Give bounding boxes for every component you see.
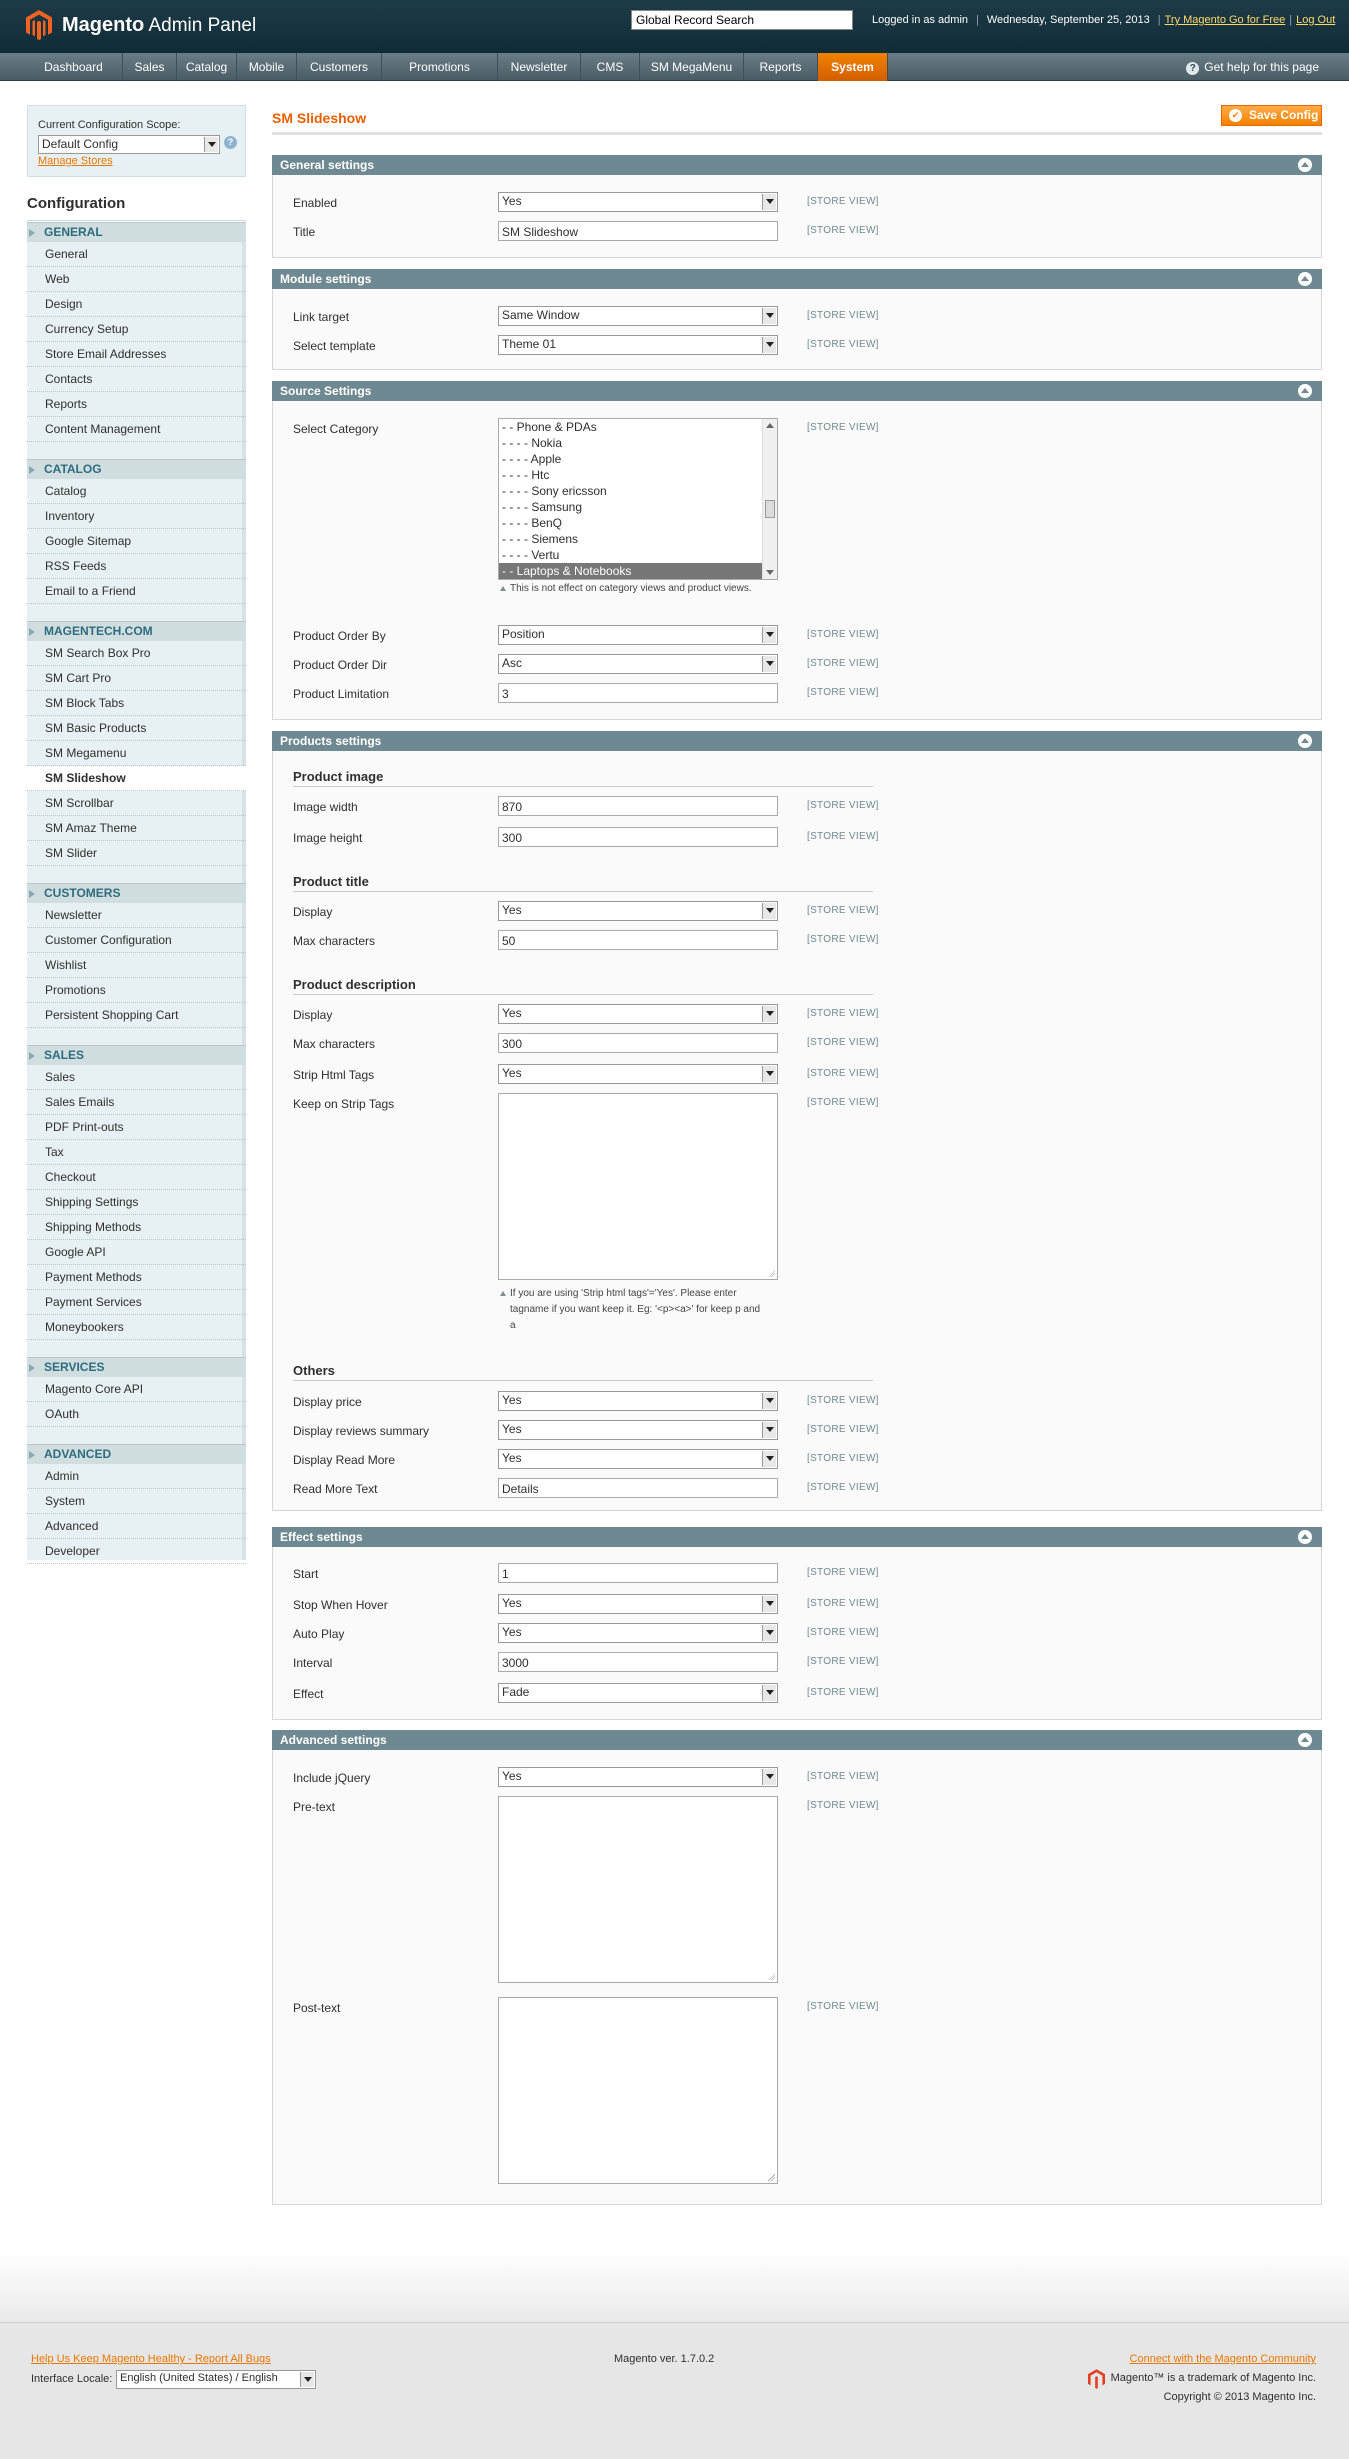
enabled-label: Enabled [293, 196, 338, 210]
sidebar-item-google-sitemap[interactable]: Google Sitemap [27, 529, 246, 554]
sidebar-group-general[interactable]: GENERAL [27, 222, 246, 242]
auto-play-select[interactable]: Yes [498, 1623, 778, 1643]
collapse-icon[interactable] [1298, 158, 1312, 172]
sidebar-item-general[interactable]: General [27, 242, 246, 267]
section-general [272, 175, 1322, 258]
section-advanced-header[interactable]: Advanced settings [272, 1730, 1322, 1750]
sidebar-item-wishlist[interactable]: Wishlist [27, 953, 246, 978]
scope-tag: [STORE VIEW] [807, 1656, 879, 1667]
scroll-up-icon[interactable] [766, 423, 774, 428]
nav-reports[interactable]: Reports [744, 53, 818, 81]
link-target-select[interactable]: Same Window [498, 306, 778, 326]
order-dir-select[interactable]: Asc [498, 654, 778, 674]
category-option[interactable]: - - - - Nokia [502, 436, 562, 450]
copyright-text: Copyright © 2013 Magento Inc. [1163, 2391, 1316, 2403]
scope-tag: [STORE VIEW] [807, 1068, 879, 1079]
section-module-header[interactable]: Module settings [272, 269, 1322, 289]
desc-max-label: Max characters [293, 1037, 376, 1051]
sidebar-item-system[interactable]: System [27, 1489, 246, 1514]
sidebar-item-tax[interactable]: Tax [27, 1140, 246, 1165]
chevron-down-icon [762, 1625, 776, 1641]
sidebar-item-reports[interactable]: Reports [27, 392, 246, 417]
locale-label: Interface Locale: [31, 2373, 113, 2385]
sidebar-item-sm-basic-products[interactable]: SM Basic Products [27, 716, 246, 741]
start-label: Start [293, 1567, 319, 1581]
sidebar-item-shipping-settings[interactable]: Shipping Settings [27, 1190, 246, 1215]
section-general-header[interactable]: General settings [272, 155, 1322, 175]
locale-select[interactable]: English (United States) / English [116, 2370, 316, 2389]
sidebar-item-sm-megamenu[interactable]: SM Megamenu [27, 741, 246, 766]
logout-link[interactable]: Log Out [1296, 14, 1336, 26]
sidebar-item-developer[interactable]: Developer [27, 1539, 246, 1564]
scope-tag: [STORE VIEW] [807, 1687, 879, 1698]
post-text-label: Post-text [293, 2001, 341, 2015]
main-nav [0, 53, 1349, 81]
logged-in-text: Logged in as admin [872, 14, 969, 26]
section-module [272, 289, 1322, 370]
magento-logo-icon [1088, 2369, 1105, 2389]
section-source [272, 401, 1322, 720]
order-by-label: Product Order By [293, 629, 386, 643]
link-target-label: Link target [293, 310, 350, 324]
chevron-down-icon [762, 337, 776, 353]
sidebar-item-promotions[interactable]: Promotions [27, 978, 246, 1003]
scope-tag: [STORE VIEW] [807, 1008, 879, 1019]
scope-tag: [STORE VIEW] [807, 1627, 879, 1638]
nav-newsletter[interactable]: Newsletter [498, 53, 581, 81]
category-option[interactable]: - - - - Samsung [502, 500, 583, 514]
scope-tag: [STORE VIEW] [807, 1424, 879, 1435]
sidebar-item-payment-services[interactable]: Payment Services [27, 1290, 246, 1315]
scope-tag: [STORE VIEW] [807, 905, 879, 916]
title-max-label: Max characters [293, 934, 376, 948]
community-link[interactable]: Connect with the Magento Community [1129, 2353, 1316, 2365]
page-title: SM Slideshow [272, 110, 367, 126]
magento-logo-icon[interactable] [26, 10, 52, 40]
sidebar-group-services[interactable]: SERVICES [27, 1357, 246, 1377]
sidebar-item-moneybookers[interactable]: Moneybookers [27, 1315, 246, 1340]
keep-tags-note: If you are using 'Strip html tags'='Yes'. Please enter tagname if you want keep it. Eg: '<p><a>' for keep p and a [498, 1286, 763, 1334]
sidebar-item-catalog[interactable]: Catalog [27, 479, 246, 504]
scope-tag: [STORE VIEW] [807, 2001, 879, 2012]
sidebar-item-store-email-addresses[interactable]: Store Email Addresses [27, 342, 246, 367]
collapse-icon[interactable] [1298, 384, 1312, 398]
desc-display-select[interactable]: Yes [498, 1004, 778, 1024]
auto-play-label: Auto Play [293, 1627, 345, 1641]
read-more-label: Display Read More [293, 1453, 396, 1467]
image-height-label: Image height [293, 831, 363, 845]
scope-tag: [STORE VIEW] [807, 934, 879, 945]
section-effect [272, 1547, 1322, 1720]
category-option[interactable]: - - - - Vertu [502, 548, 560, 562]
title-input[interactable]: SM Slideshow [498, 221, 778, 241]
sidebar-item-web[interactable]: Web [27, 267, 246, 292]
scope-tag: [STORE VIEW] [807, 1482, 879, 1493]
collapse-icon[interactable] [1298, 272, 1312, 286]
check-icon: ✔ [1229, 109, 1242, 122]
sidebar-item-shipping-methods[interactable]: Shipping Methods [27, 1215, 246, 1240]
sidebar-item-design[interactable]: Design [27, 292, 246, 317]
category-multiselect[interactable] [498, 418, 778, 580]
order-by-select[interactable]: Position [498, 625, 778, 645]
title-max-input[interactable]: 50 [498, 930, 778, 950]
display-price-label: Display price [293, 1395, 362, 1409]
category-option[interactable]: - - - - Sony ericsson [502, 484, 607, 498]
nav-catalog[interactable]: Catalog [177, 53, 237, 81]
scope-tag: [STORE VIEW] [807, 1800, 879, 1811]
scope-tag: [STORE VIEW] [807, 310, 879, 321]
interval-input[interactable]: 3000 [498, 1652, 778, 1672]
scope-tag: [STORE VIEW] [807, 225, 879, 236]
interval-label: Interval [293, 1656, 333, 1670]
info-icon[interactable]: ? [224, 136, 237, 149]
category-option-selected[interactable]: - - Laptops & Notebooks [499, 563, 777, 579]
scroll-thumb[interactable] [765, 500, 775, 518]
header-links: Logged in as admin | Wednesday, September 25, 2013 | Try Magento Go for Free | Log Out [872, 14, 1336, 26]
product-image-heading: Product image [293, 769, 873, 787]
config-sidebar [27, 222, 246, 1560]
section-products [272, 751, 1322, 1511]
trademark-text: Magento™ is a trademark of Magento Inc. [1110, 2372, 1316, 2384]
chevron-down-icon [762, 194, 776, 210]
sidebar-item-oauth[interactable]: OAuth [27, 1402, 246, 1427]
enabled-select[interactable]: Yes [498, 192, 778, 212]
order-dir-label: Product Order Dir [293, 658, 388, 672]
help-icon: ? [1186, 62, 1199, 75]
nav-promotions[interactable]: Promotions [382, 53, 498, 81]
image-width-input[interactable]: 870 [498, 796, 778, 816]
category-option[interactable]: - - - - BenQ [502, 516, 563, 530]
sidebar-item-rss-feeds[interactable]: RSS Feeds [27, 554, 246, 579]
category-option[interactable]: - - - - Htc [502, 468, 550, 482]
scope-tag: [STORE VIEW] [807, 1771, 879, 1782]
sidebar-item-sm-scrollbar[interactable]: SM Scrollbar [27, 791, 246, 816]
collapse-icon[interactable] [1298, 1733, 1312, 1747]
scrollbar[interactable] [762, 419, 777, 579]
footer [0, 2322, 1349, 2459]
nav-cms[interactable]: CMS [581, 53, 640, 81]
desc-display-label: Display [293, 1008, 333, 1022]
limit-input[interactable]: 3 [498, 683, 778, 703]
template-select[interactable]: Theme 01 [498, 335, 778, 355]
keep-tags-textarea[interactable] [498, 1093, 778, 1280]
sidebar-item-sm-cart-pro[interactable]: SM Cart Pro [27, 666, 246, 691]
scope-tag: [STORE VIEW] [807, 1567, 879, 1578]
chevron-down-icon [762, 1596, 776, 1612]
include-jquery-select[interactable]: Yes [498, 1767, 778, 1787]
scope-tag: [STORE VIEW] [807, 1097, 879, 1108]
scope-tag: [STORE VIEW] [807, 1395, 879, 1406]
scope-switcher [27, 105, 246, 177]
reviews-select[interactable]: Yes [498, 1420, 778, 1440]
sidebar-item-sm-amaz-theme[interactable]: SM Amaz Theme [27, 816, 246, 841]
sidebar-group-catalog[interactable]: CATALOG [27, 459, 246, 479]
scope-label: Current Configuration Scope: [38, 119, 181, 131]
sidebar-group-advanced[interactable]: ADVANCED [27, 1444, 246, 1464]
help-link[interactable]: ? Get help for this page [1186, 60, 1319, 75]
nav-sales[interactable]: Sales [123, 53, 177, 81]
chevron-down-icon [762, 1422, 776, 1438]
scope-tag: [STORE VIEW] [807, 800, 879, 811]
scroll-down-icon[interactable] [766, 570, 774, 575]
global-search-input[interactable] [631, 10, 853, 30]
sidebar-item-content-management[interactable]: Content Management [27, 417, 246, 442]
chevron-down-icon [204, 137, 218, 152]
sidebar-item-persistent-shopping-cart[interactable]: Persistent Shopping Cart [27, 1003, 246, 1028]
scope-tag: [STORE VIEW] [807, 339, 879, 350]
chevron-down-icon [762, 308, 776, 324]
pre-text-textarea[interactable] [498, 1796, 778, 1983]
sidebar-item-newsletter[interactable]: Newsletter [27, 903, 246, 928]
scope-tag: [STORE VIEW] [807, 629, 879, 640]
sidebar-item-admin[interactable]: Admin [27, 1464, 246, 1489]
display-price-select[interactable]: Yes [498, 1391, 778, 1411]
config-title: Configuration [27, 183, 246, 221]
image-width-label: Image width [293, 800, 358, 814]
nav-sm-megamenu[interactable]: SM MegaMenu [640, 53, 744, 81]
scope-select[interactable]: Default Config [38, 135, 220, 154]
category-label: Select Category [293, 422, 379, 436]
sidebar-item-google-api[interactable]: Google API [27, 1240, 246, 1265]
chevron-down-icon [300, 2372, 314, 2387]
title-divider [272, 132, 1322, 135]
category-note: This is not effect on category views and product views. [498, 581, 758, 597]
strip-tags-label: Strip Html Tags [293, 1068, 375, 1082]
sidebar-item-currency-setup[interactable]: Currency Setup [27, 317, 246, 342]
scope-tag: [STORE VIEW] [807, 1598, 879, 1609]
brand-title: Magento Admin Panel [62, 14, 257, 36]
section-products-header[interactable]: Products settings [272, 731, 1322, 751]
product-description-heading: Product description [293, 977, 873, 995]
sidebar-item-checkout[interactable]: Checkout [27, 1165, 246, 1190]
chevron-down-icon [762, 1066, 776, 1082]
effect-label: Effect [293, 1687, 324, 1701]
header [0, 0, 1349, 53]
pre-text-label: Pre-text [293, 1800, 336, 1814]
title-display-select[interactable]: Yes [498, 901, 778, 921]
scope-tag: [STORE VIEW] [807, 687, 879, 698]
nav-mobile[interactable]: Mobile [237, 53, 297, 81]
chevron-down-icon [762, 1006, 776, 1022]
chevron-down-icon [762, 627, 776, 643]
others-heading: Others [293, 1363, 873, 1381]
sidebar-item-customer-configuration[interactable]: Customer Configuration [27, 928, 246, 953]
read-more-text-label: Read More Text [293, 1482, 378, 1496]
sidebar-item-sm-slideshow[interactable]: SM Slideshow [27, 766, 246, 791]
scope-tag: [STORE VIEW] [807, 422, 879, 433]
sidebar-item-magento-core-api[interactable]: Magento Core API [27, 1377, 246, 1402]
sidebar-item-sales[interactable]: Sales [27, 1065, 246, 1090]
category-option[interactable]: - - - - Siemens [502, 532, 579, 546]
title-display-label: Display [293, 905, 333, 919]
section-source-header[interactable]: Source Settings [272, 381, 1322, 401]
chevron-down-icon [762, 1451, 776, 1467]
nav-system[interactable]: System [818, 53, 888, 81]
scope-tag: [STORE VIEW] [807, 196, 879, 207]
footer-gradient [0, 2252, 1349, 2322]
sidebar-group-sales[interactable]: SALES [27, 1045, 246, 1065]
sidebar-item-inventory[interactable]: Inventory [27, 504, 246, 529]
version-text: Magento ver. 1.7.0.2 [614, 2353, 715, 2365]
chevron-down-icon [762, 1769, 776, 1785]
chevron-down-icon [762, 656, 776, 672]
manage-stores-link[interactable]: Manage Stores [38, 155, 113, 167]
collapse-icon[interactable] [1298, 1530, 1312, 1544]
start-input[interactable]: 1 [498, 1563, 778, 1583]
sidebar-item-email-to-a-friend[interactable]: Email to a Friend [27, 579, 246, 604]
sidebar-item-sales-emails[interactable]: Sales Emails [27, 1090, 246, 1115]
collapse-icon[interactable] [1298, 734, 1312, 748]
sidebar-group-customers[interactable]: CUSTOMERS [27, 883, 246, 903]
sidebar-item-advanced[interactable]: Advanced [27, 1514, 246, 1539]
section-effect-header[interactable]: Effect settings [272, 1527, 1322, 1547]
chevron-down-icon [762, 1685, 776, 1701]
category-option[interactable]: - - Phone & PDAs [502, 420, 597, 434]
save-config-button[interactable]: ✔ Save Config [1221, 105, 1322, 126]
try-magento-go-link[interactable]: Try Magento Go for Free [1164, 14, 1286, 26]
chevron-down-icon [762, 903, 776, 919]
nav-dashboard[interactable]: Dashboard [25, 53, 123, 81]
chevron-down-icon [762, 1393, 776, 1409]
strip-tags-select[interactable]: Yes [498, 1064, 778, 1084]
read-more-text-input[interactable]: Details [498, 1478, 778, 1498]
read-more-select[interactable]: Yes [498, 1449, 778, 1469]
title-label: Title [293, 225, 316, 239]
scope-tag: [STORE VIEW] [807, 1037, 879, 1048]
sidebar-item-pdf-print-outs[interactable]: PDF Print-outs [27, 1115, 246, 1140]
section-advanced [272, 1750, 1322, 2205]
header-date: Wednesday, September 25, 2013 [986, 14, 1150, 26]
post-text-textarea[interactable] [498, 1997, 778, 2184]
desc-max-input[interactable]: 300 [498, 1033, 778, 1053]
scope-tag: [STORE VIEW] [807, 1453, 879, 1464]
include-jquery-label: Include jQuery [293, 1771, 371, 1785]
stop-hover-select[interactable]: Yes [498, 1594, 778, 1614]
scope-tag: [STORE VIEW] [807, 831, 879, 842]
scope-tag: [STORE VIEW] [807, 658, 879, 669]
sidebar-item-sm-slider[interactable]: SM Slider [27, 841, 246, 866]
sidebar-item-contacts[interactable]: Contacts [27, 367, 246, 392]
stop-hover-label: Stop When Hover [293, 1598, 388, 1612]
sidebar-item-payment-methods[interactable]: Payment Methods [27, 1265, 246, 1290]
image-height-input[interactable]: 300 [498, 827, 778, 847]
nav-customers[interactable]: Customers [297, 53, 382, 81]
sidebar-item-sm-search-box-pro[interactable]: SM Search Box Pro [27, 641, 246, 666]
template-label: Select template [293, 339, 376, 353]
keep-tags-label: Keep on Strip Tags [293, 1097, 395, 1111]
limit-label: Product Limitation [293, 687, 390, 701]
effect-select[interactable]: Fade [498, 1683, 778, 1703]
sidebar-group-magentech-com[interactable]: MAGENTECH.COM [27, 621, 246, 641]
report-bugs-link[interactable]: Help Us Keep Magento Healthy - Report All Bugs [31, 2353, 271, 2365]
product-title-heading: Product title [293, 874, 873, 892]
sidebar-item-sm-block-tabs[interactable]: SM Block Tabs [27, 691, 246, 716]
category-option[interactable]: - - - - Apple [502, 452, 562, 466]
reviews-label: Display reviews summary [293, 1424, 430, 1438]
